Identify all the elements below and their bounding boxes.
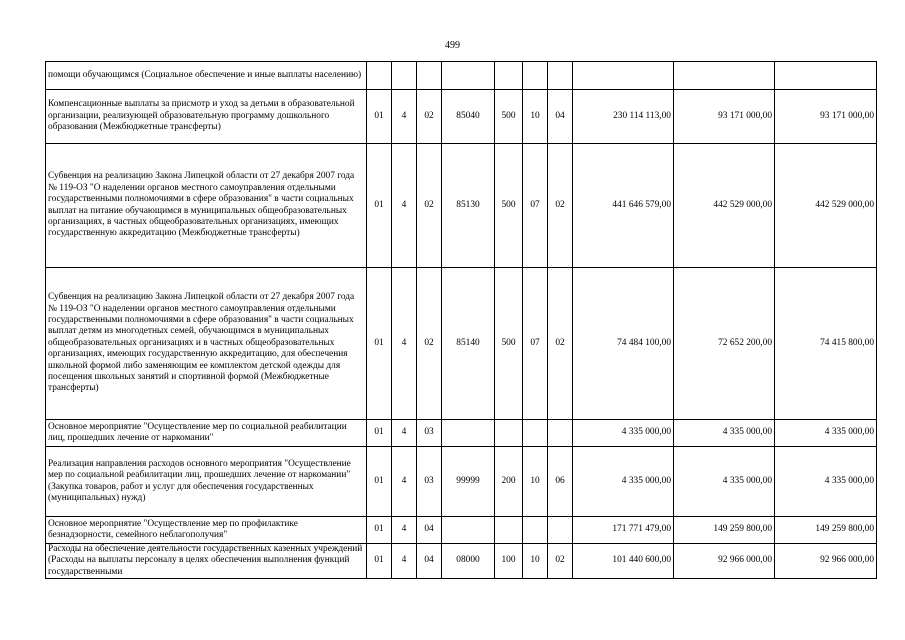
cell-code-3: 02 bbox=[417, 90, 442, 144]
cell-amount-1 bbox=[573, 62, 674, 90]
cell-code-7 bbox=[548, 420, 573, 447]
cell-amount-3: 4 335 000,00 bbox=[775, 420, 877, 447]
table-row bbox=[46, 62, 877, 90]
cell-amount-2: 4 335 000,00 bbox=[674, 447, 775, 517]
cell-code-1: 01 bbox=[367, 420, 392, 447]
cell-code-2: 4 bbox=[392, 144, 417, 268]
cell-code-1: 01 bbox=[367, 144, 392, 268]
cell-code-6 bbox=[523, 420, 548, 447]
cell-code-1: 01 bbox=[367, 90, 392, 144]
cell-code-4 bbox=[442, 420, 495, 447]
cell-code-3: 04 bbox=[417, 517, 442, 544]
cell-code-4: 08000 bbox=[442, 544, 495, 579]
budget-table bbox=[45, 61, 877, 579]
row-name: Расходы на обеспечение деятельности государственных казенных учреждений (Расходы на выплаты персоналу в целях обеспечения выполнения функций государственными bbox=[46, 544, 367, 579]
cell-code-7: 04 bbox=[548, 90, 573, 144]
cell-amount-1: 101 440 600,00 bbox=[573, 544, 674, 579]
cell-code-7 bbox=[548, 62, 573, 90]
table-row bbox=[46, 517, 877, 544]
cell-code-5 bbox=[495, 517, 523, 544]
cell-code-4: 85130 bbox=[442, 144, 495, 268]
cell-code-7 bbox=[548, 517, 573, 544]
cell-code-5 bbox=[495, 62, 523, 90]
table-row bbox=[46, 90, 877, 144]
page-number: 499 bbox=[445, 40, 460, 51]
cell-code-2: 4 bbox=[392, 447, 417, 517]
row-name: Субвенция на реализацию Закона Липецкой области от 27 декабря 2007 года № 119-ОЗ "О наделении органов местного самоуправления отдельными государственными полномочиями в сфере образования" в части социальных выплат детям из многодетных семей, обучающимся в муниципальных общеобразовательных организациях и в частных общеобразовательных организациях, имеющих государственную аккредитацию, для обеспечения школьной формой либо заменяющим ее комплектом детской одежды для посещения школьных занятий и спортивной формой (Межбюджетные трансферты) bbox=[46, 268, 367, 420]
cell-code-5: 500 bbox=[495, 268, 523, 420]
cell-code-4 bbox=[442, 517, 495, 544]
row-name: Основное мероприятие "Осуществление мер по профилактике безнадзорности, семейного неблагополучия" bbox=[46, 517, 367, 544]
cell-amount-3: 4 335 000,00 bbox=[775, 447, 877, 517]
row-name: Компенсационные выплаты за присмотр и уход за детьми в образовательной организации, реализующей образовательную программу дошкольного образования (Межбюджетные трансферты) bbox=[46, 90, 367, 144]
cell-code-4 bbox=[442, 62, 495, 90]
cell-code-6: 07 bbox=[523, 268, 548, 420]
cell-amount-3: 92 966 000,00 bbox=[775, 544, 877, 579]
table-row bbox=[46, 144, 877, 268]
cell-amount-1: 441 646 579,00 bbox=[573, 144, 674, 268]
cell-amount-3: 74 415 800,00 bbox=[775, 268, 877, 420]
cell-code-7: 02 bbox=[548, 144, 573, 268]
cell-code-4: 99999 bbox=[442, 447, 495, 517]
table-row bbox=[46, 268, 877, 420]
cell-code-2: 4 bbox=[392, 90, 417, 144]
table-row bbox=[46, 544, 877, 579]
cell-amount-3: 442 529 000,00 bbox=[775, 144, 877, 268]
cell-amount-1: 171 771 479,00 bbox=[573, 517, 674, 544]
cell-code-1: 01 bbox=[367, 517, 392, 544]
cell-code-3 bbox=[417, 62, 442, 90]
cell-code-7: 06 bbox=[548, 447, 573, 517]
cell-code-2: 4 bbox=[392, 517, 417, 544]
cell-amount-1: 4 335 000,00 bbox=[573, 420, 674, 447]
cell-amount-1: 230 114 113,00 bbox=[573, 90, 674, 144]
cell-code-4: 85040 bbox=[442, 90, 495, 144]
cell-amount-2: 442 529 000,00 bbox=[674, 144, 775, 268]
cell-code-3: 02 bbox=[417, 144, 442, 268]
cell-amount-2: 93 171 000,00 bbox=[674, 90, 775, 144]
cell-code-3: 02 bbox=[417, 268, 442, 420]
cell-amount-1: 74 484 100,00 bbox=[573, 268, 674, 420]
cell-amount-3: 149 259 800,00 bbox=[775, 517, 877, 544]
cell-code-4: 85140 bbox=[442, 268, 495, 420]
cell-code-6: 07 bbox=[523, 144, 548, 268]
row-name: Основное мероприятие "Осуществление мер по социальной реабилитации лиц, прошедших лечение от наркомании" bbox=[46, 420, 367, 447]
row-name: Реализация направления расходов основного мероприятия "Осуществление мер по социальной реабилитации лиц, прошедших лечение от наркомании" (Закупка товаров, работ и услуг для обеспечения государственных (муниципальных) нужд) bbox=[46, 447, 367, 517]
cell-code-1 bbox=[367, 62, 392, 90]
cell-code-1: 01 bbox=[367, 268, 392, 420]
cell-amount-2: 92 966 000,00 bbox=[674, 544, 775, 579]
cell-code-2: 4 bbox=[392, 420, 417, 447]
cell-amount-2: 72 652 200,00 bbox=[674, 268, 775, 420]
cell-amount-2: 4 335 000,00 bbox=[674, 420, 775, 447]
cell-code-6 bbox=[523, 517, 548, 544]
cell-code-3: 03 bbox=[417, 420, 442, 447]
cell-code-6: 10 bbox=[523, 90, 548, 144]
cell-code-5: 500 bbox=[495, 144, 523, 268]
cell-code-6: 10 bbox=[523, 544, 548, 579]
cell-code-2: 4 bbox=[392, 268, 417, 420]
row-name: помощи обучающимся (Социальное обеспечение и иные выплаты населению) bbox=[46, 62, 367, 90]
cell-amount-1: 4 335 000,00 bbox=[573, 447, 674, 517]
cell-code-7: 02 bbox=[548, 544, 573, 579]
cell-code-2 bbox=[392, 62, 417, 90]
cell-code-6 bbox=[523, 62, 548, 90]
cell-code-1: 01 bbox=[367, 447, 392, 517]
table-row bbox=[46, 447, 877, 517]
cell-code-5: 100 bbox=[495, 544, 523, 579]
cell-code-5: 500 bbox=[495, 90, 523, 144]
cell-code-5 bbox=[495, 420, 523, 447]
cell-code-3: 03 bbox=[417, 447, 442, 517]
cell-code-1: 01 bbox=[367, 544, 392, 579]
cell-amount-2 bbox=[674, 62, 775, 90]
cell-amount-2: 149 259 800,00 bbox=[674, 517, 775, 544]
cell-amount-3: 93 171 000,00 bbox=[775, 90, 877, 144]
cell-code-2: 4 bbox=[392, 544, 417, 579]
table-row bbox=[46, 420, 877, 447]
cell-code-6: 10 bbox=[523, 447, 548, 517]
cell-code-5: 200 bbox=[495, 447, 523, 517]
cell-code-7: 02 bbox=[548, 268, 573, 420]
cell-code-3: 04 bbox=[417, 544, 442, 579]
row-name: Субвенция на реализацию Закона Липецкой области от 27 декабря 2007 года № 119-ОЗ "О наделении органов местного самоуправления отдельными государственными полномочиями в сфере образования" в части социальных выплат на питание обучающимся в муниципальных общеобразовательных организациях, в частных общеобразовательных организациях, имеющих государственную аккредитацию (Межбюджетные трансферты) bbox=[46, 144, 367, 268]
cell-amount-3 bbox=[775, 62, 877, 90]
